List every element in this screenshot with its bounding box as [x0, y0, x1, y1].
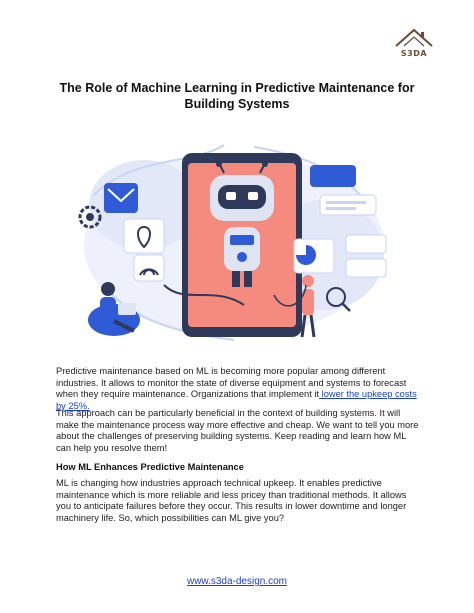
person-standing-icon	[302, 275, 314, 337]
chart-icon	[294, 239, 334, 273]
brand-logo	[390, 26, 438, 58]
logo-text: S3DA	[400, 49, 428, 58]
hero-illustration	[74, 135, 400, 350]
location-pin-icon	[124, 219, 164, 253]
wifi-icon	[134, 255, 164, 281]
upkeep-costs-link[interactable]: lower the upkeep costs by 25%.	[56, 389, 417, 411]
website-link[interactable]: www.s3da-design.com	[186, 576, 288, 587]
paragraph-intro-text: Predictive maintenance based on ML is becoming more popular among different industries. It allows to monitor the state of diverse equipment and systems to forecast when they require maintenance. Organizations that implement it	[56, 366, 407, 400]
house-roof-icon	[390, 26, 438, 50]
envelope-icon	[104, 183, 138, 213]
section-heading: How ML Enhances Predictive Maintenance	[56, 462, 244, 472]
paragraph-intro	[56, 366, 420, 412]
paragraph-ml-changing: ML is changing how industries approach technical upkeep. It enables predictive maintenance which is more reliable and less pricey than traditional methods. It allows you to anticipate failures before they occur. This results in lower downtime and longer machinery life. So, which possibilities can ML give you?	[56, 478, 407, 523]
page-title: The Role of Machine Learning in Predictive Maintenance for Building Systems	[59, 81, 415, 111]
paragraph-building-systems: This approach can be particularly beneficial in the context of building systems. It will make the maintenance process way more effective and cheap. We want to tell you more about the challenges of preserving building systems. Keep reading and learn how ML can help you resolve them!	[56, 408, 419, 453]
footer	[0, 576, 474, 587]
